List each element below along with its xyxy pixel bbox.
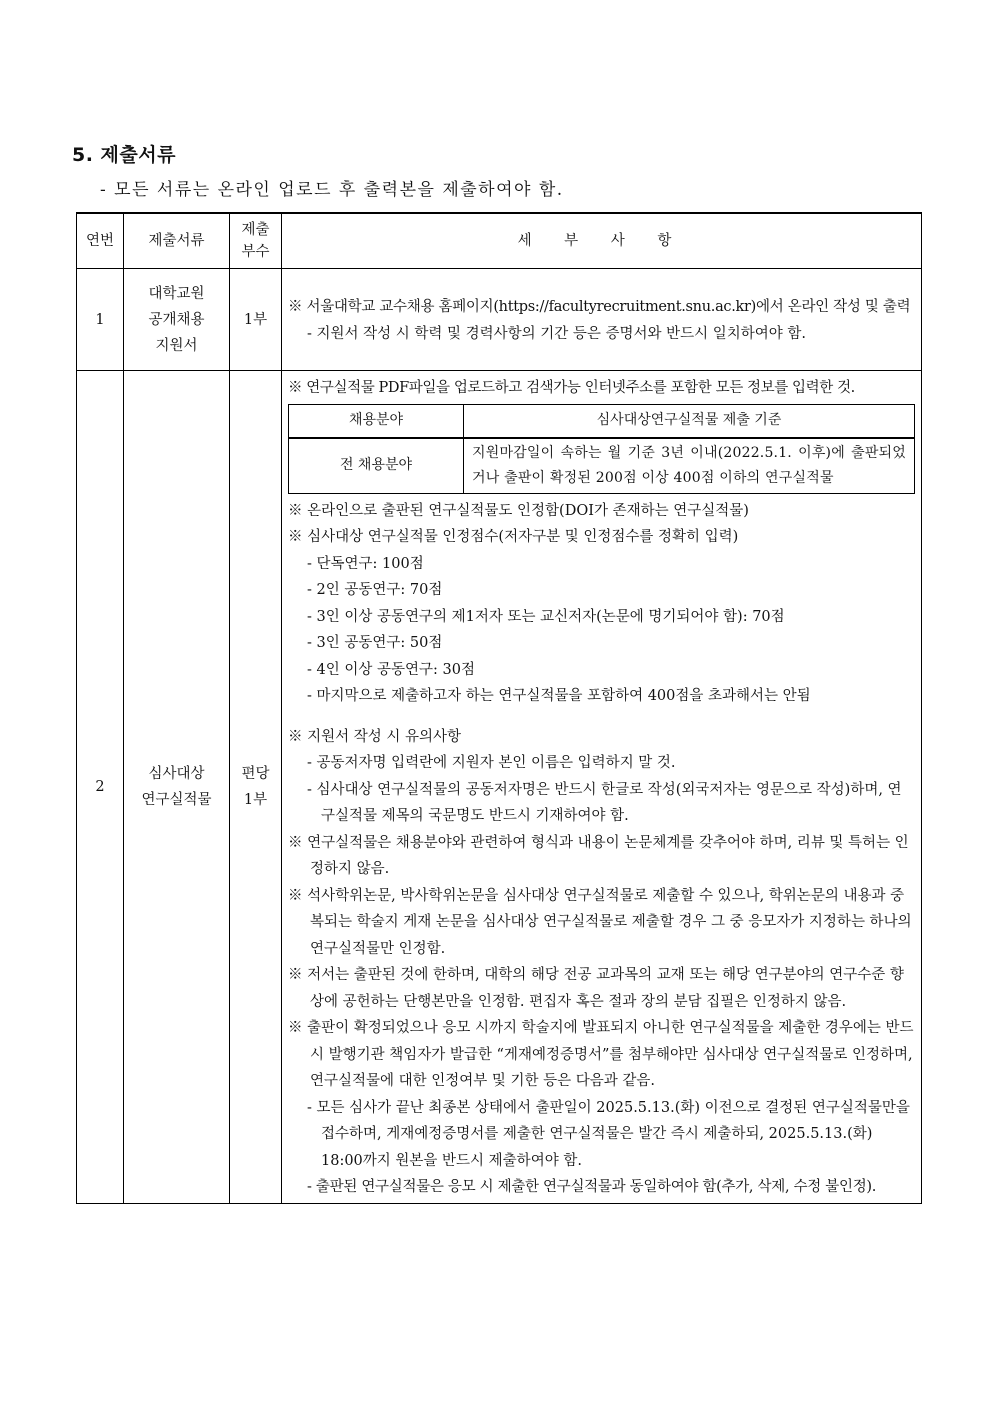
row1-detail-note: ※ 서울대학교 교수채용 홈페이지(https://facultyrecruitment.snu.ac.kr)에서 온라인 작성 및 출력 xyxy=(288,299,911,315)
row2-details xyxy=(282,371,922,1204)
header-doc: 제출서류 xyxy=(124,213,230,269)
section-title: 5. 제출서류 xyxy=(72,144,176,166)
note-forthcoming: ※ 출판이 확정되었으나 응모 시까지 학술지에 발표되지 아니한 연구실적물을 제출한 경우에는 반드시 발행기관 책임자가 발급한 “게재예정증명서”를 첨부해야만 심사대상 연구실적물로 인정하며, 연구실적물에 대한 인정여부 및 기한 등은 다음과 같음. xyxy=(288,1020,914,1089)
criteria-header-row xyxy=(289,404,915,438)
criteria-text: 지원마감일이 속하는 월 기준 3년 이내(2022.5.1. 이후)에 출판되었거나 출판이 확정된 200점 이상 400점 이하의 연구실적물 xyxy=(464,438,915,494)
row1-doc xyxy=(124,269,230,371)
row2-copies-line1: 편당 xyxy=(241,765,270,782)
criteria-row xyxy=(289,438,915,494)
table-row xyxy=(77,269,922,371)
row1-copies: 1부 xyxy=(230,269,282,371)
header-copies-line2: 부수 xyxy=(241,244,270,260)
criteria-header-field: 채용분야 xyxy=(289,404,464,438)
row2-intro: ※ 연구실적물 PDF파일을 업로드하고 검색가능 인터넷주소를 포함한 모든 정보를 입력한 것. xyxy=(288,380,855,396)
row1-no: 1 xyxy=(77,269,124,371)
note-thesis: ※ 석사학위논문, 박사학위논문을 심사대상 연구실적물로 제출할 수 있으나, 학위논문의 내용과 중복되는 학술지 게재 논문을 심사대상 연구실적물로 제출할 경우 그 중 응모자가 지정하는 하나의 연구실적물만 인정함. xyxy=(288,887,912,957)
note-scores: ※ 심사대상 연구실적물 인정점수(저자구분 및 인정점수를 정확히 입력) xyxy=(288,529,739,545)
documents-table xyxy=(76,212,922,1204)
note-online: ※ 온라인으로 출판된 연구실적물도 인정함(DOI가 존재하는 연구실적물) xyxy=(288,502,749,519)
table-header-row xyxy=(77,213,922,269)
note-books: ※ 저서는 출판된 것에 한하며, 대학의 해당 전공 교과목의 교재 또는 해당 연구분야의 연구수준 향상에 공헌하는 단행본만을 인정함. 편집자 혹은 절과 장의 분담 집필은 인정하지 않음. xyxy=(288,967,904,1010)
row2-copies-line2: 1부 xyxy=(243,791,268,808)
note-format: ※ 연구실적물은 채용분야와 관련하여 형식과 내용이 논문체계를 갖추어야 하며, 리뷰 및 특허는 인정하지 않음. xyxy=(288,834,909,877)
header-copies xyxy=(230,213,282,269)
criteria-field: 전 채용분야 xyxy=(289,438,464,494)
criteria-table xyxy=(288,404,915,494)
header-copies-line1: 제출 xyxy=(241,222,270,238)
row2-doc-line2: 연구실적물 xyxy=(141,791,212,808)
note-cautions: ※ 지원서 작성 시 유의사항 xyxy=(288,728,462,745)
score-item: - 2인 공동연구: 70점 xyxy=(307,582,443,598)
forthcoming-item: - 모든 심사가 끝난 최종본 상태에서 출판일이 2025.5.13.(화) 이전으로 결정된 연구실적물만을 접수하며, 게재예정증명서를 제출한 연구실적물은 발간 즉시 제출하되, 2025.5.13.(화) 18:00까지 원본을 반드시 제출하여야 함. xyxy=(307,1099,910,1169)
header-no: 연번 xyxy=(77,213,124,269)
row2-doc xyxy=(124,371,230,1204)
criteria-header-criteria: 심사대상연구실적물 제출 기준 xyxy=(464,404,915,438)
caution-item: - 공동저자명 입력란에 지원자 본인 이름은 입력하지 말 것. xyxy=(307,755,676,771)
forthcoming-item: - 출판된 연구실적물은 응모 시 제출한 연구실적물과 동일하여야 함(추가, 삭제, 수정 불인정). xyxy=(307,1179,877,1195)
score-item: - 단독연구: 100점 xyxy=(307,555,424,572)
row2-copies xyxy=(230,371,282,1204)
row1-details xyxy=(282,269,922,371)
header-details xyxy=(282,213,922,269)
caution-item: - 심사대상 연구실적물의 공동저자명은 반드시 한글로 작성(외국저자는 영문으로 작성)하며, 연구실적물 제목의 국문명도 반드시 기재하여야 함. xyxy=(307,781,902,824)
score-item: - 마지막으로 제출하고자 하는 연구실적물을 포함하여 400점을 초과해서는 안됨 xyxy=(307,688,811,704)
spacer xyxy=(288,710,915,724)
score-item: - 3인 공동연구: 50점 xyxy=(307,635,443,651)
row1-doc-line3: 지원서 xyxy=(155,337,198,354)
row2-doc-line1: 심사대상 xyxy=(148,765,205,782)
row1-detail-dash: - 지원서 작성 시 학력 및 경력사항의 기간 등은 증명서와 반드시 일치하여야 함. xyxy=(307,325,807,342)
row1-doc-line1: 대학교원 xyxy=(148,285,205,302)
row2-no: 2 xyxy=(77,371,124,1204)
section-subtitle: - 모든 서류는 온라인 업로드 후 출력본을 제출하여야 함. xyxy=(100,180,564,200)
table-row xyxy=(77,371,922,1204)
score-item: - 3인 이상 공동연구의 제1저자 또는 교신저자(논문에 명기되어야 함): 70점 xyxy=(307,608,785,625)
score-item: - 4인 이상 공동연구: 30점 xyxy=(307,661,475,678)
row1-doc-line2: 공개채용 xyxy=(148,311,205,328)
header-details-label: 세 부 사 항 xyxy=(517,233,686,249)
